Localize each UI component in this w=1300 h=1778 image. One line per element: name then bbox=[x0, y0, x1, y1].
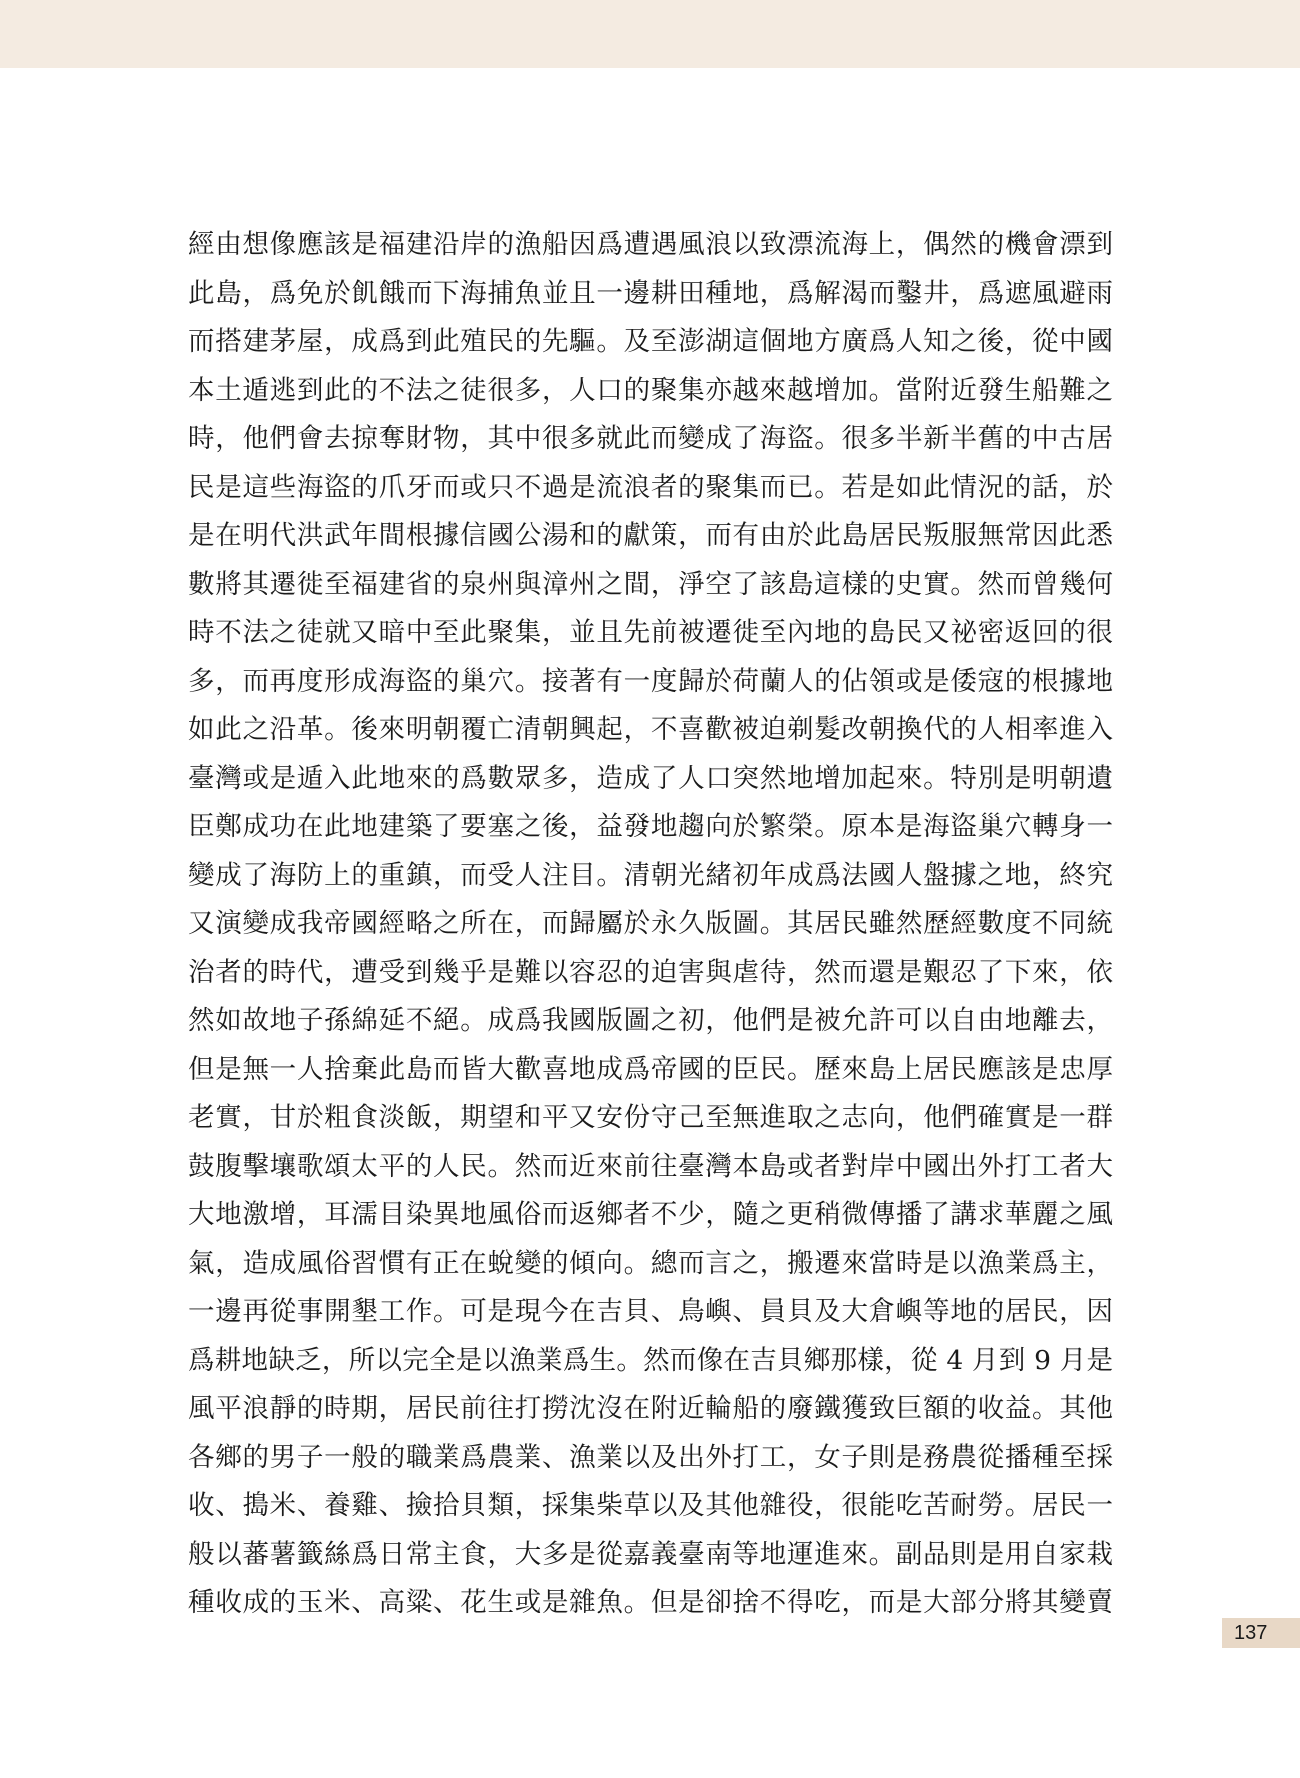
text-line: 數將其遷徙至福建省的泉州與漳州之間，淨空了該島這樣的史實。然而曾幾何 bbox=[188, 568, 1113, 600]
text-line: 多，而再度形成海盜的巢穴。接著有一度歸於荷蘭人的佔領或是倭寇的根據地 bbox=[188, 665, 1113, 697]
text-line: 爲耕地缺乏，所以完全是以漁業爲生。然而像在吉貝鄉那樣，從 4 月到 9 月是 bbox=[188, 1344, 1113, 1376]
text-line: 民是這些海盜的爪牙而或只不過是流浪者的聚集而已。若是如此情況的話，於 bbox=[188, 471, 1113, 503]
text-line: 各鄉的男子一般的職業爲農業、漁業以及出外打工，女子則是務農從播種至採 bbox=[188, 1441, 1113, 1473]
text-line: 又演變成我帝國經略之所在，而歸屬於永久版圖。其居民雖然歷經數度不同統 bbox=[188, 908, 1113, 939]
top-decorative-band bbox=[0, 0, 1300, 68]
page-number: 137 bbox=[1222, 1618, 1300, 1648]
text-line: 經由想像應該是福建沿岸的漁船因爲遭遇風浪以致漂流海上，偶然的機會漂到 bbox=[188, 229, 1113, 260]
text-line: 一邊再從事開墾工作。可是現今在吉貝、鳥嶼、員貝及大倉嶼等地的居民，因 bbox=[188, 1296, 1113, 1327]
text-line: 此島，爲免於飢餓而下海捕魚並且一邊耕田種地，爲解渴而鑿井，爲遮風避雨 bbox=[188, 277, 1113, 309]
text-line: 氣，造成風俗習慣有正在蛻變的傾向。總而言之，搬遷來當時是以漁業爲主， bbox=[188, 1247, 1113, 1279]
body-text bbox=[188, 221, 1113, 1628]
text-line: 時，他們會去掠奪財物，其中很多就此而變成了海盜。很多半新半舊的中古居 bbox=[188, 423, 1113, 454]
text-line: 本土遁逃到此的不法之徒很多，人口的聚集亦越來越增加。當附近發生船難之 bbox=[188, 374, 1113, 406]
text-line: 治者的時代，遭受到幾乎是難以容忍的迫害與虐待，然而還是艱忍了下來，依 bbox=[188, 956, 1113, 988]
text-line: 變成了海防上的重鎮，而受人注目。清朝光緒初年成爲法國人盤據之地，終究 bbox=[188, 859, 1113, 891]
text-line: 鼓腹擊壤歌頌太平的人民。然而近來前往臺灣本島或者對岸中國出外打工者大 bbox=[188, 1150, 1113, 1182]
text-line: 但是無一人捨棄此島而皆大歡喜地成爲帝國的臣民。歷來島上居民應該是忠厚 bbox=[188, 1053, 1113, 1085]
text-line: 是在明代洪武年間根據信國公湯和的獻策，而有由於此島居民叛服無常因此悉 bbox=[188, 520, 1113, 551]
text-line: 老實，甘於粗食淡飯，期望和平又安份守己至無進取之志向，他們確實是一群 bbox=[188, 1102, 1113, 1133]
text-line: 收、搗米、養雞、撿拾貝類，採集柴草以及其他雜役，很能吃苦耐勞。居民一 bbox=[188, 1490, 1113, 1521]
text-line: 種收成的玉米、高粱、花生或是雜魚。但是卻捨不得吃，而是大部分將其變賣 bbox=[188, 1587, 1113, 1618]
text-line: 而搭建茅屋，成爲到此殖民的先驅。及至澎湖這個地方廣爲人知之後，從中國 bbox=[188, 326, 1113, 357]
text-line: 如此之沿革。後來明朝覆亡清朝興起，不喜歡被迫剃髮改朝換代的人相率進入 bbox=[188, 714, 1113, 745]
text-line: 臣鄭成功在此地建築了要塞之後，益發地趨向於繁榮。原本是海盜巢穴轉身一 bbox=[188, 811, 1113, 842]
text-line: 風平浪靜的時期，居民前往打撈沈沒在附近輪船的廢鐵獲致巨額的收益。其他 bbox=[188, 1393, 1113, 1424]
text-line: 時不法之徒就又暗中至此聚集，並且先前被遷徙至內地的島民又祕密返回的很 bbox=[188, 617, 1113, 648]
text-line: 臺灣或是遁入此地來的爲數眾多，造成了人口突然地增加起來。特別是明朝遺 bbox=[188, 762, 1113, 794]
text-line: 然如故地子孫綿延不絕。成爲我國版圖之初，他們是被允許可以自由地離去， bbox=[188, 1005, 1113, 1036]
text-line: 大地激增，耳濡目染異地風俗而返鄉者不少，隨之更稍微傳播了講求華麗之風 bbox=[188, 1199, 1113, 1230]
text-line: 般以蕃薯籤絲爲日常主食，大多是從嘉義臺南等地運進來。副品則是用自家栽 bbox=[188, 1538, 1113, 1570]
